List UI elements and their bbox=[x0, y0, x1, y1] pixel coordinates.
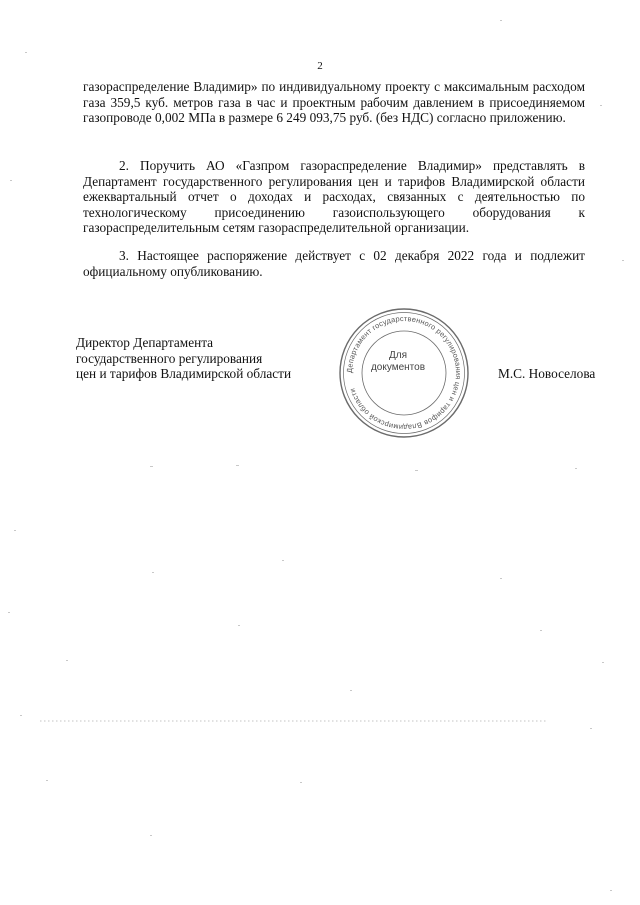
signatory-position-line-2: государственного регулирования bbox=[76, 350, 263, 366]
stamp-center-line-2: документов bbox=[370, 362, 426, 373]
paragraph-1: газораспределение Владимир» по индивидуальному проекту с максимальным расходом газа 359,5 куб. метров газа в час и проектным рабочим давлением в присоединяемом газопроводе 0,002 МПа в размере 6 249 093,75 руб. (без НДС) согласно приложению. bbox=[83, 79, 585, 126]
stamp-center-line-1: Для bbox=[388, 350, 408, 361]
stamp-center-text bbox=[350, 350, 446, 374]
signatory-name: М.С. Новоселова bbox=[498, 366, 596, 381]
signatory-position-line-1: Директор Департамента bbox=[76, 335, 214, 350]
signatory-position bbox=[76, 335, 291, 382]
signatory-position-line-3: цен и тарифов Владимирской области bbox=[76, 366, 292, 382]
paragraph-3: 3. Настоящее распоряжение действует с 02 декабря 2022 года и подлежит официальному опубликованию. bbox=[83, 248, 585, 279]
paragraph-2: 2. Поручить АО «Газпром газораспределение Владимир» представлять в Департамент государственного регулирования цен и тарифов Владимирской области ежеквартальный отчет о доходах и расходах, связанных с деятельностью по технологическому присоединению газоиспользующего оборудования к газораспределительным сетям газораспределительной организации. bbox=[83, 158, 585, 236]
page-number: 2 bbox=[317, 60, 323, 72]
stamp-ring-textpath: Департамент государственного регулирования цен и тарифов Владимирской области bbox=[344, 313, 464, 433]
